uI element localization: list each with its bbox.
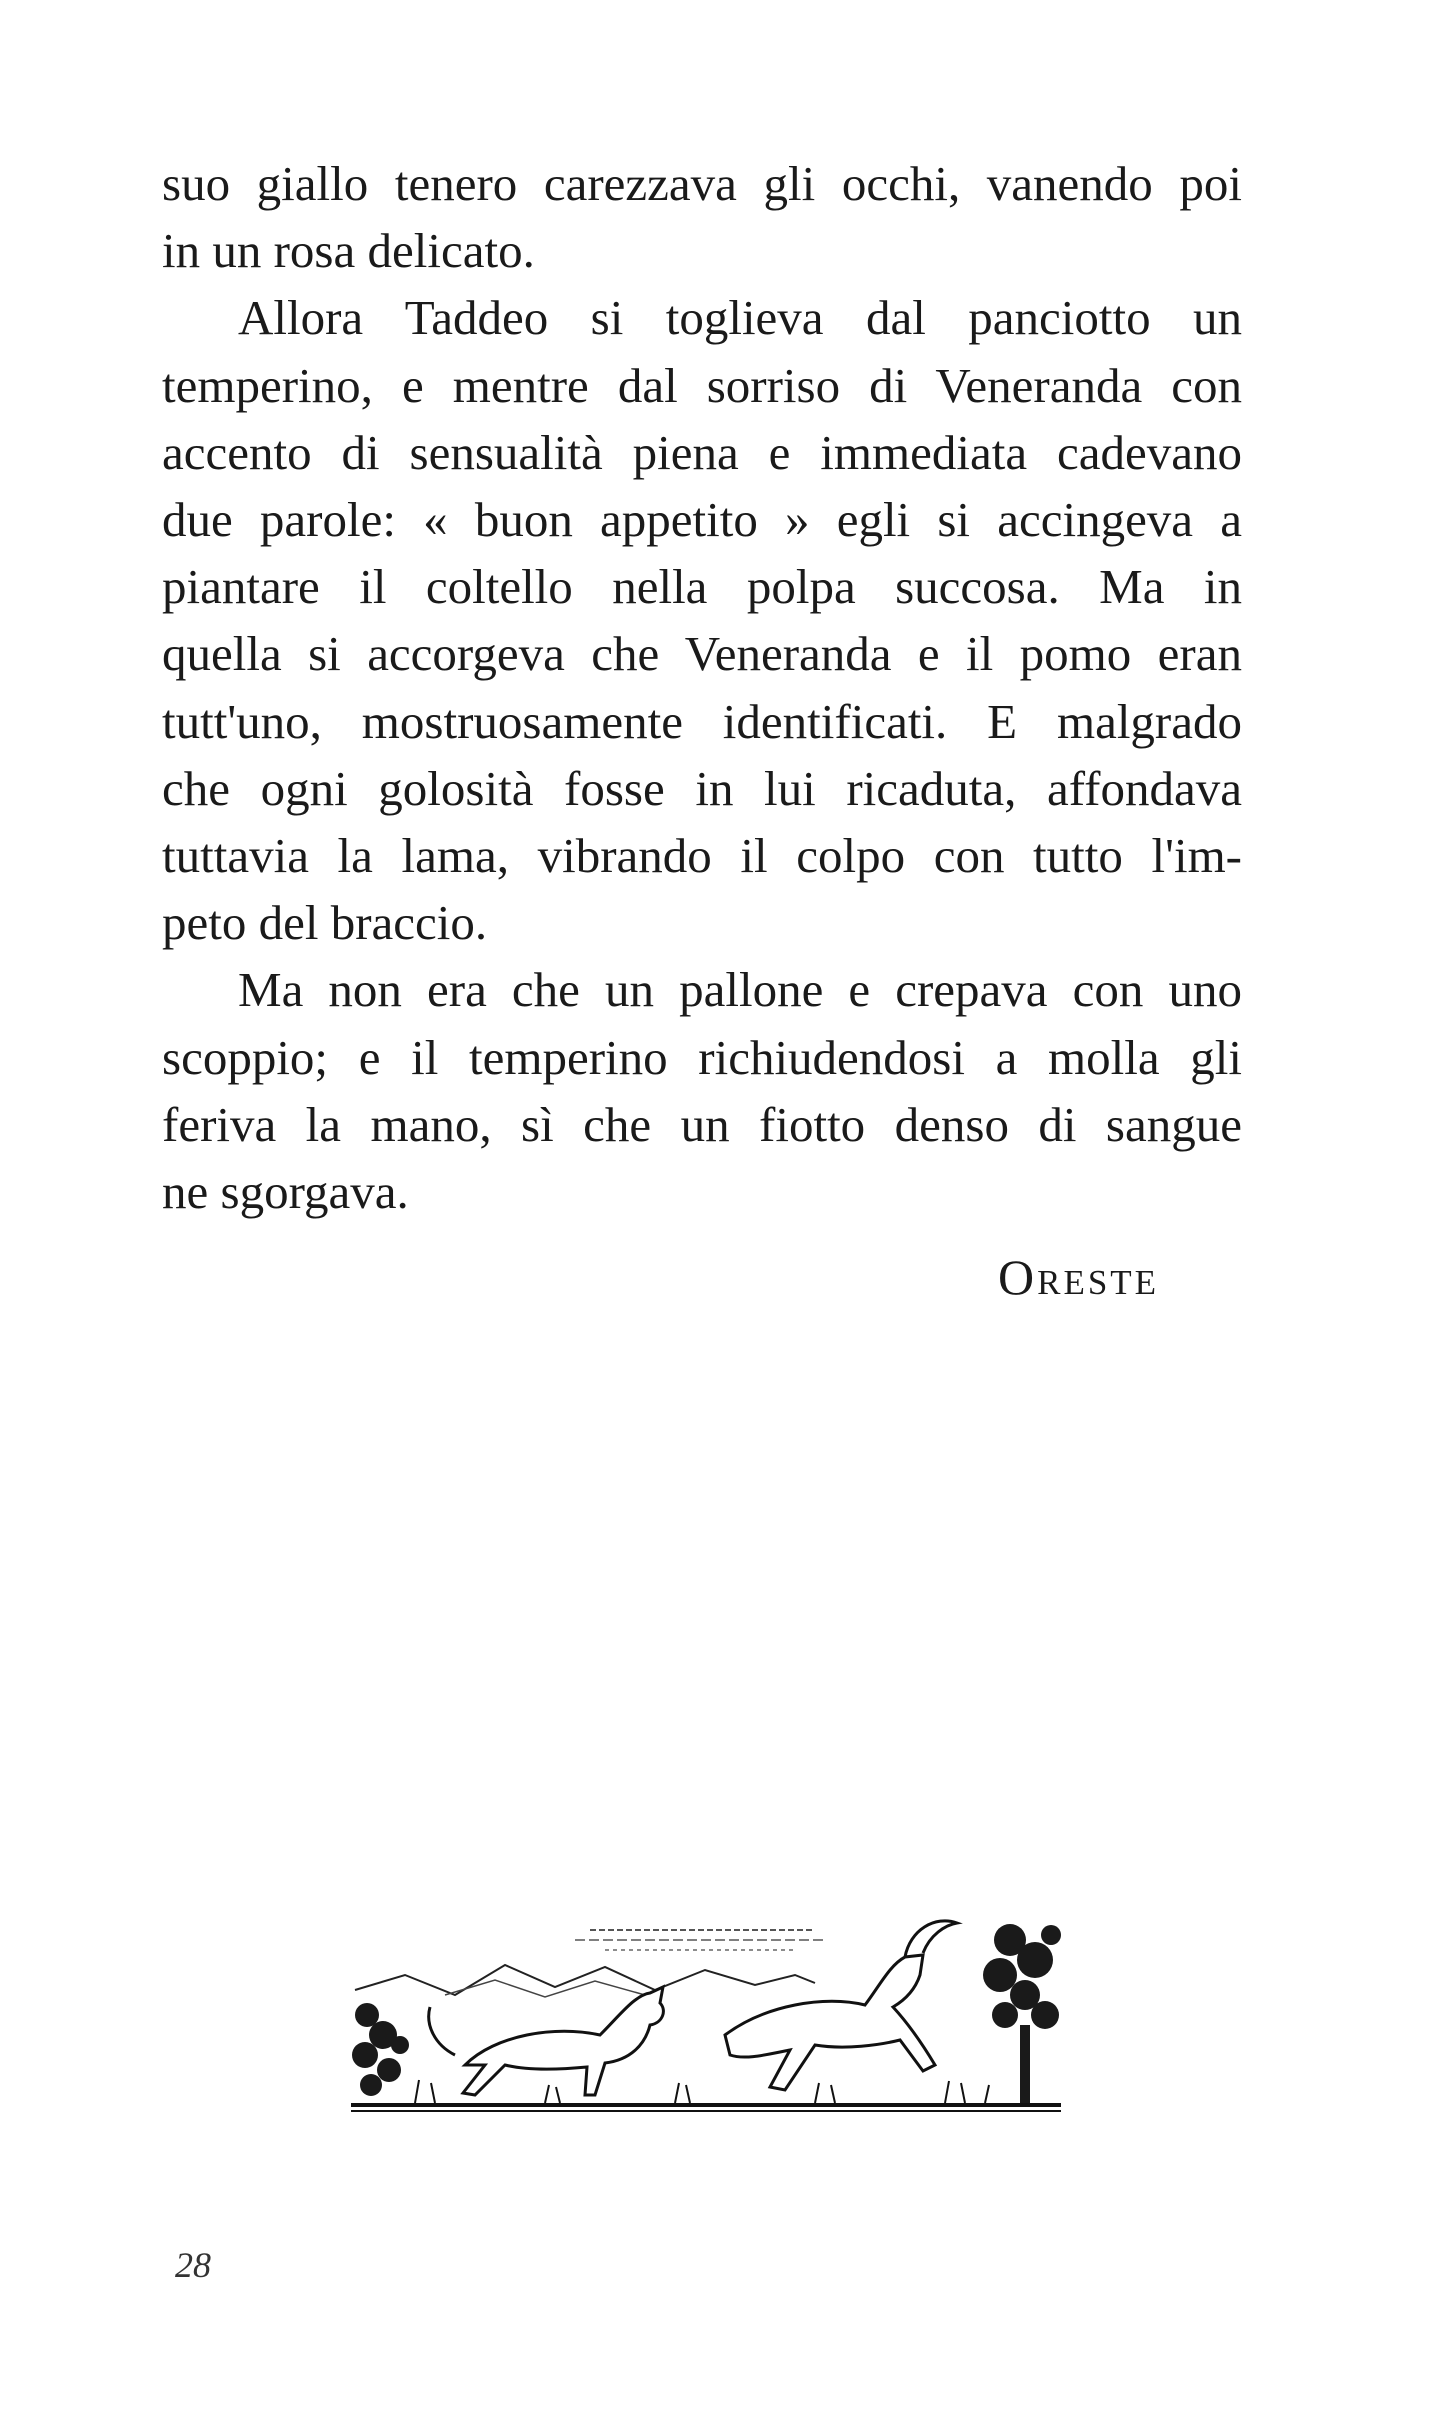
text-line: due parole: « buon appetito » egli si accingeva a bbox=[162, 492, 1242, 548]
text-line: che ogni golosità fosse in lui ricaduta, affondava bbox=[162, 760, 1242, 816]
text-line: suo giallo tenero carezzava gli occhi, vanendo poi bbox=[162, 156, 1242, 211]
text-line: tutt'uno, mostruosamente identificati. E malgrado bbox=[162, 693, 1242, 749]
text-line: quella si accorgeva che Veneranda e il pomo eran bbox=[162, 626, 1242, 682]
body-text bbox=[162, 150, 1242, 1225]
text-line: tuttavia la lama, vibrando il colpo con tutto l'im- bbox=[162, 828, 1242, 884]
text-line: Ma non era che un pallone e crepava con uno bbox=[238, 962, 1242, 1018]
text-line: peto del braccio. bbox=[162, 895, 488, 951]
text-line: scoppio; e il temperino richiudendosi a molla gli bbox=[162, 1029, 1242, 1085]
text-line: feriva la mano, sì che un fiotto denso di sangue bbox=[162, 1096, 1242, 1152]
page-number: 28 bbox=[175, 2245, 211, 2285]
text-line: piantare il coltello nella polpa succosa. Ma in bbox=[162, 559, 1242, 615]
text-line: ne sgorgava. bbox=[162, 1164, 409, 1220]
hunting-scene-vignette-icon bbox=[345, 1895, 1065, 2125]
author-signature: Oreste bbox=[998, 1249, 1160, 1305]
text-line: Allora Taddeo si toglieva dal panciotto un bbox=[238, 290, 1242, 346]
text-line: temperino, e mentre dal sorriso di Veneranda con bbox=[162, 357, 1242, 413]
text-line: in un rosa delicato. bbox=[162, 223, 535, 279]
text-line: accento di sensualità piena e immediata cadevano bbox=[162, 424, 1242, 480]
